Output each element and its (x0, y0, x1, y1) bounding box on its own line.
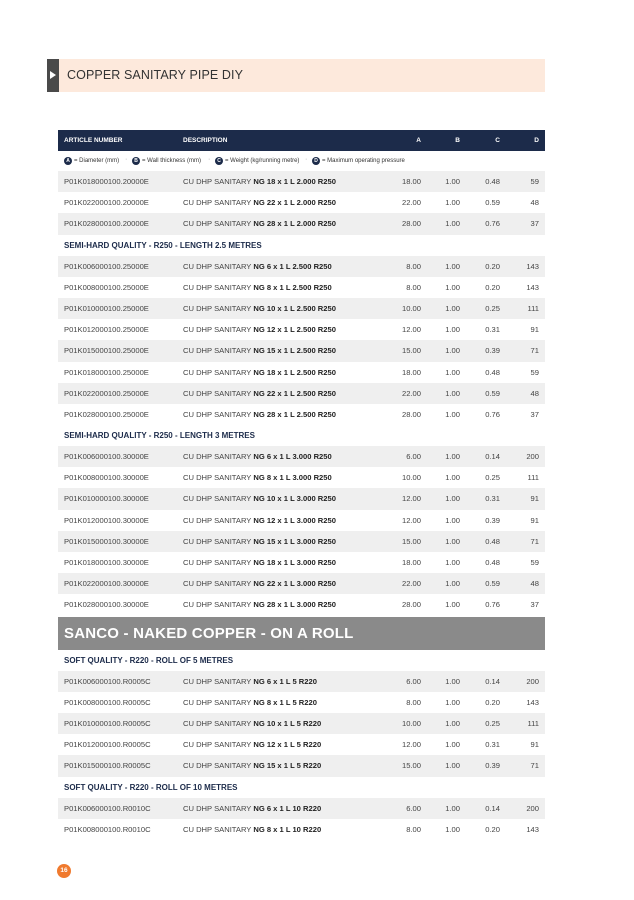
article-number: P01K012000100.30000E (64, 515, 149, 525)
value-b: 1.00 (445, 600, 460, 610)
description-spec: NG 10 x 1 L 2.500 R250 (253, 303, 336, 313)
description-spec: NG 6 x 1 L 5 R220 (253, 676, 317, 686)
value-b: 1.00 (445, 558, 460, 567)
description-spec: NG 12 x 1 L 2.500 R250 (253, 325, 336, 335)
description (183, 213, 336, 234)
value-c: 0.39 (485, 761, 500, 771)
legend-separator: · (125, 156, 128, 163)
value-c: 0.48 (485, 536, 500, 546)
value-a: 12.00 (401, 515, 421, 525)
value-c: 0.20 (485, 282, 500, 292)
section-heading (58, 650, 545, 671)
description (183, 340, 336, 361)
description-prefix: CU DHP SANITARY (183, 346, 254, 356)
row-group (58, 446, 545, 616)
description-spec: NG 8 x 1 L 2.500 R250 (253, 282, 332, 292)
row-group (58, 171, 545, 235)
description-spec: NG 6 x 1 L 10 R220 (253, 803, 322, 813)
value-d: 143 (526, 261, 539, 271)
legend-key-icon: B (132, 157, 140, 165)
value-a: 8.00 (406, 824, 421, 834)
value-d: 59 (530, 367, 539, 377)
value-d: 143 (526, 282, 539, 292)
value-b: 1.00 (445, 761, 460, 771)
article-number: P01K010000100.25000E (64, 303, 149, 313)
table-row (58, 340, 545, 361)
value-a: 15.00 (401, 536, 421, 546)
value-c: 0.31 (485, 494, 500, 504)
value-c: 0.14 (485, 452, 500, 462)
table-row (58, 552, 545, 573)
value-c: 0.48 (485, 367, 500, 377)
value-b: 1.00 (445, 452, 460, 462)
table-row (58, 446, 545, 467)
article-number: P01K028000100.30000E (64, 600, 149, 610)
value-c: 0.59 (485, 579, 500, 589)
description-spec: NG 6 x 1 L 2.500 R250 (253, 261, 332, 271)
description-prefix: CU DHP SANITARY (183, 676, 254, 686)
page-number: 16 (57, 864, 71, 878)
value-c: 0.48 (485, 558, 500, 567)
value-d: 91 (530, 515, 539, 525)
value-c: 0.39 (485, 346, 500, 356)
description (183, 573, 336, 594)
row-group (58, 671, 545, 777)
table-row (58, 383, 545, 404)
value-a: 8.00 (406, 697, 421, 707)
description-spec: NG 15 x 1 L 3.000 R250 (253, 536, 336, 546)
article-number: P01K008000100.25000E (64, 282, 149, 292)
value-b: 1.00 (445, 536, 460, 546)
legend-separator: · (208, 156, 211, 163)
row-group (58, 798, 545, 840)
value-c: 0.14 (485, 676, 500, 686)
description (183, 713, 321, 734)
value-d: 111 (527, 473, 539, 483)
category-title (58, 617, 545, 650)
value-c: 0.14 (485, 803, 500, 813)
legend-separator: · (305, 156, 308, 163)
value-b: 1.00 (445, 177, 460, 186)
description (183, 510, 336, 531)
table-row (58, 819, 545, 840)
description (183, 692, 317, 713)
table-row (58, 692, 545, 713)
value-b: 1.00 (445, 198, 460, 208)
value-a: 12.00 (401, 740, 421, 750)
value-b: 1.00 (445, 740, 460, 750)
description-spec: NG 28 x 1 L 3.000 R250 (253, 600, 336, 610)
section-heading-text: SOFT QUALITY - R220 - ROLL OF 10 METRES (64, 782, 238, 792)
description (183, 192, 336, 213)
article-number: P01K006000100.R0010C (64, 803, 151, 813)
table-row (58, 192, 545, 213)
value-b: 1.00 (445, 346, 460, 356)
value-d: 71 (530, 346, 539, 356)
table-row (58, 319, 545, 340)
article-number: P01K012000100.25000E (64, 325, 149, 335)
description-prefix: CU DHP SANITARY (183, 452, 254, 462)
value-d: 200 (526, 676, 539, 686)
section-banner (47, 59, 545, 92)
article-number: P01K010000100.R0005C (64, 718, 151, 728)
value-b: 1.00 (445, 473, 460, 483)
value-a: 28.00 (401, 409, 421, 419)
article-number: P01K022000100.20000E (64, 198, 149, 208)
legend-key-icon: D (312, 157, 320, 165)
table-row (58, 531, 545, 552)
value-d: 37 (530, 600, 539, 610)
article-number: P01K008000100.30000E (64, 473, 149, 483)
value-b: 1.00 (445, 388, 460, 398)
value-a: 22.00 (401, 198, 421, 208)
description (183, 298, 336, 319)
article-number: P01K006000100.30000E (64, 452, 149, 462)
table-row (58, 277, 545, 298)
article-number: P01K018000100.25000E (64, 367, 149, 377)
description (183, 755, 321, 776)
table-row (58, 573, 545, 594)
section-heading-text: SEMI-HARD QUALITY - R250 - LENGTH 2.5 METRES (64, 240, 262, 250)
table-header (58, 130, 545, 151)
description-prefix: CU DHP SANITARY (183, 261, 254, 271)
table-row (58, 171, 545, 192)
legend-text: = Diameter (mm) (74, 158, 120, 164)
description-prefix: CU DHP SANITARY (183, 473, 254, 483)
value-a: 6.00 (406, 803, 421, 813)
legend-text: = Wall thickness (mm) (142, 158, 201, 164)
description-prefix: CU DHP SANITARY (183, 824, 254, 834)
description-spec: NG 6 x 1 L 3.000 R250 (253, 452, 332, 462)
description-spec: NG 15 x 1 L 5 R220 (253, 761, 322, 771)
table-row (58, 298, 545, 319)
value-b: 1.00 (445, 409, 460, 419)
article-number: P01K018000100.30000E (64, 558, 149, 567)
value-c: 0.25 (485, 718, 500, 728)
value-a: 8.00 (406, 282, 421, 292)
article-number: P01K010000100.30000E (64, 494, 149, 504)
description-prefix: CU DHP SANITARY (183, 282, 254, 292)
description-spec: NG 12 x 1 L 3.000 R250 (253, 515, 336, 525)
value-a: 10.00 (401, 473, 421, 483)
legend-item (312, 157, 405, 165)
value-d: 111 (527, 303, 539, 313)
value-b: 1.00 (445, 718, 460, 728)
value-a: 28.00 (401, 600, 421, 610)
description (183, 819, 321, 840)
section-heading-text: SOFT QUALITY - R220 - ROLL OF 5 METRES (64, 655, 234, 665)
description (183, 446, 332, 467)
table-row (58, 510, 545, 531)
description-spec: NG 8 x 1 L 3.000 R250 (253, 473, 332, 483)
value-b: 1.00 (445, 282, 460, 292)
section-heading (58, 235, 545, 256)
description-prefix: CU DHP SANITARY (183, 367, 254, 377)
value-d: 91 (530, 494, 539, 504)
description (183, 467, 332, 488)
description-spec: NG 28 x 1 L 2.500 R250 (253, 409, 336, 419)
value-c: 0.25 (485, 473, 500, 483)
banner-title: COPPER SANITARY PIPE DIY (67, 68, 244, 82)
value-d: 200 (526, 452, 539, 462)
description (183, 256, 332, 277)
article-number: P01K015000100.25000E (64, 346, 149, 356)
legend-key-icon: C (215, 157, 223, 165)
value-a: 18.00 (401, 367, 421, 377)
table-row (58, 713, 545, 734)
description-spec: NG 8 x 1 L 5 R220 (253, 697, 317, 707)
header-description: DESCRIPTION (183, 137, 228, 144)
value-c: 0.25 (485, 303, 500, 313)
article-number: P01K022000100.25000E (64, 388, 149, 398)
value-b: 1.00 (445, 303, 460, 313)
table-row (58, 734, 545, 755)
table-row (58, 404, 545, 425)
description-spec: NG 22 x 1 L 2.000 R250 (253, 198, 336, 208)
value-a: 6.00 (406, 676, 421, 686)
header-d: D (534, 137, 539, 144)
description (183, 319, 336, 340)
description (183, 488, 336, 509)
description (183, 798, 321, 819)
description-prefix: CU DHP SANITARY (183, 409, 254, 419)
value-a: 10.00 (401, 303, 421, 313)
description (183, 171, 336, 192)
product-table (58, 130, 545, 840)
value-d: 91 (530, 325, 539, 335)
value-b: 1.00 (445, 367, 460, 377)
description (183, 383, 336, 404)
description (183, 531, 336, 552)
article-number: P01K018000100.20000E (64, 177, 149, 186)
value-c: 0.39 (485, 515, 500, 525)
header-b: B (455, 137, 460, 144)
value-c: 0.59 (485, 198, 500, 208)
section-heading-text: SEMI-HARD QUALITY - R250 - LENGTH 3 METRES (64, 431, 255, 441)
value-d: 143 (526, 824, 539, 834)
value-c: 0.20 (485, 697, 500, 707)
table-row (58, 798, 545, 819)
description-spec: NG 15 x 1 L 2.500 R250 (253, 346, 336, 356)
value-a: 12.00 (401, 325, 421, 335)
value-d: 48 (530, 198, 539, 208)
table-row (58, 256, 545, 277)
value-d: 200 (526, 803, 539, 813)
value-a: 22.00 (401, 388, 421, 398)
description-spec: NG 12 x 1 L 5 R220 (253, 740, 322, 750)
description-spec: NG 22 x 1 L 3.000 R250 (253, 579, 336, 589)
table-row (58, 362, 545, 383)
value-d: 37 (530, 219, 539, 229)
description-prefix: CU DHP SANITARY (183, 515, 254, 525)
description (183, 404, 336, 425)
description-spec: NG 28 x 1 L 2.000 R250 (253, 219, 336, 229)
value-c: 0.48 (485, 177, 500, 186)
value-a: 18.00 (401, 177, 421, 186)
article-number: P01K008000100.R0005C (64, 697, 151, 707)
description-prefix: CU DHP SANITARY (183, 325, 254, 335)
value-a: 15.00 (401, 346, 421, 356)
description-prefix: CU DHP SANITARY (183, 600, 254, 610)
header-article: ARTICLE NUMBER (64, 137, 123, 144)
description (183, 362, 336, 383)
article-number: P01K015000100.30000E (64, 536, 149, 546)
article-number: P01K006000100.R0005C (64, 676, 151, 686)
description-spec: NG 18 x 1 L 3.000 R250 (253, 558, 336, 567)
value-b: 1.00 (445, 515, 460, 525)
value-b: 1.00 (445, 325, 460, 335)
description (183, 552, 336, 573)
value-d: 37 (530, 409, 539, 419)
description (183, 594, 336, 615)
legend-text: = Maximum operating pressure (322, 158, 405, 164)
section-heading (58, 425, 545, 446)
banner-arrow-icon (47, 59, 59, 92)
description-spec: NG 10 x 1 L 3.000 R250 (253, 494, 336, 504)
article-number: P01K028000100.20000E (64, 219, 149, 229)
value-c: 0.76 (485, 600, 500, 610)
value-a: 6.00 (406, 452, 421, 462)
header-c: C (495, 137, 500, 144)
description-spec: NG 18 x 1 L 2.000 R250 (253, 177, 336, 186)
value-a: 18.00 (401, 558, 421, 567)
description (183, 671, 317, 692)
value-c: 0.76 (485, 219, 500, 229)
value-d: 111 (527, 718, 539, 728)
row-group (58, 256, 545, 426)
value-c: 0.76 (485, 409, 500, 419)
value-a: 22.00 (401, 579, 421, 589)
article-number: P01K006000100.25000E (64, 261, 149, 271)
description-prefix: CU DHP SANITARY (183, 697, 254, 707)
value-a: 12.00 (401, 494, 421, 504)
value-d: 91 (530, 740, 539, 750)
value-b: 1.00 (445, 494, 460, 504)
article-number: P01K028000100.25000E (64, 409, 149, 419)
category-title-text: SANCO - NAKED COPPER - ON A ROLL (64, 624, 354, 642)
legend-key-icon: A (64, 157, 72, 165)
legend-item (64, 157, 119, 165)
section-heading (58, 777, 545, 798)
description-prefix: CU DHP SANITARY (183, 740, 254, 750)
description-prefix: CU DHP SANITARY (183, 494, 254, 504)
table-row (58, 594, 545, 615)
description-prefix: CU DHP SANITARY (183, 579, 254, 589)
value-b: 1.00 (445, 697, 460, 707)
value-c: 0.31 (485, 325, 500, 335)
description-prefix: CU DHP SANITARY (183, 718, 254, 728)
value-d: 48 (530, 388, 539, 398)
article-number: P01K022000100.30000E (64, 579, 149, 589)
legend-item (215, 157, 299, 165)
value-d: 59 (530, 177, 539, 186)
legend-item (132, 157, 201, 165)
description-prefix: CU DHP SANITARY (183, 177, 254, 186)
value-c: 0.31 (485, 740, 500, 750)
description-prefix: CU DHP SANITARY (183, 198, 254, 208)
description-spec: NG 8 x 1 L 10 R220 (253, 824, 322, 834)
description-prefix: CU DHP SANITARY (183, 761, 254, 771)
article-number: P01K008000100.R0010C (64, 824, 151, 834)
value-b: 1.00 (445, 803, 460, 813)
value-d: 71 (530, 536, 539, 546)
value-a: 8.00 (406, 261, 421, 271)
description-prefix: CU DHP SANITARY (183, 558, 254, 567)
value-d: 71 (530, 761, 539, 771)
table-row (58, 213, 545, 234)
description-prefix: CU DHP SANITARY (183, 803, 254, 813)
value-c: 0.20 (485, 824, 500, 834)
article-number: P01K012000100.R0005C (64, 740, 151, 750)
value-d: 143 (526, 697, 539, 707)
value-a: 28.00 (401, 219, 421, 229)
table-row (58, 755, 545, 776)
value-b: 1.00 (445, 676, 460, 686)
value-a: 10.00 (401, 718, 421, 728)
legend-text: = Weight (kg/running metre) (225, 158, 300, 164)
description (183, 277, 332, 298)
column-legend (58, 151, 545, 171)
description-prefix: CU DHP SANITARY (183, 388, 254, 398)
value-c: 0.20 (485, 261, 500, 271)
value-d: 48 (530, 579, 539, 589)
description-spec: NG 18 x 1 L 2.500 R250 (253, 367, 336, 377)
description-prefix: CU DHP SANITARY (183, 219, 254, 229)
value-b: 1.00 (445, 579, 460, 589)
value-d: 59 (530, 558, 539, 567)
description-spec: NG 10 x 1 L 5 R220 (253, 718, 322, 728)
article-number: P01K015000100.R0005C (64, 761, 151, 771)
description-prefix: CU DHP SANITARY (183, 303, 254, 313)
description-prefix: CU DHP SANITARY (183, 536, 254, 546)
description (183, 734, 321, 755)
table-row (58, 671, 545, 692)
value-a: 15.00 (401, 761, 421, 771)
table-row (58, 488, 545, 509)
header-a: A (416, 137, 421, 144)
value-b: 1.00 (445, 261, 460, 271)
value-b: 1.00 (445, 824, 460, 834)
value-c: 0.59 (485, 388, 500, 398)
description-spec: NG 22 x 1 L 2.500 R250 (253, 388, 336, 398)
table-row (58, 467, 545, 488)
value-b: 1.00 (445, 219, 460, 229)
